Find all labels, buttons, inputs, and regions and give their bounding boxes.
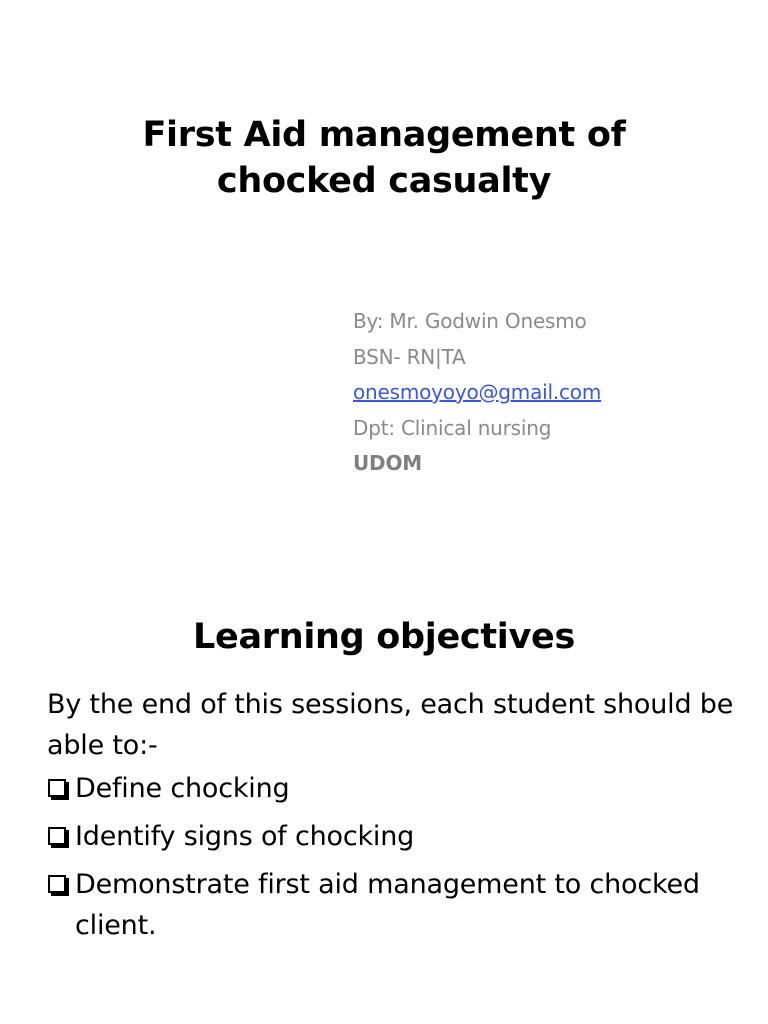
- objectives-title: Learning objectives: [193, 617, 575, 657]
- list-item: [47, 816, 737, 857]
- author-department: Dpt: Clinical nursing: [353, 415, 552, 440]
- objective-label: Demonstrate first aid management to chocked client.: [75, 869, 700, 941]
- objective-label: Identify signs of chocking: [75, 821, 415, 852]
- author-institution: UDOM: [353, 451, 422, 475]
- checkbox-bullet-icon: [48, 875, 66, 893]
- author-credentials: BSN- RN|TA: [353, 344, 466, 369]
- title-line-1: First Aid management of: [142, 115, 626, 155]
- checkbox-bullet-icon: [48, 827, 66, 845]
- list-item: [47, 864, 737, 946]
- author-email-link[interactable]: onesmoyoyo@gmail.com: [353, 380, 602, 404]
- list-item: [47, 768, 737, 809]
- objective-label: Define chocking: [75, 773, 290, 804]
- objectives-intro: By the end of this sessions, each student should be able to:-: [47, 689, 734, 761]
- author-block: [353, 304, 601, 482]
- objectives-slide: [0, 512, 768, 1024]
- presentation-title: [84, 112, 684, 204]
- checkbox-bullet-icon: [48, 779, 66, 797]
- author-name: By: Mr. Godwin Onesmo: [353, 309, 587, 333]
- title-line-2: chocked casualty: [216, 161, 552, 201]
- objectives-list: [47, 768, 737, 946]
- objectives-body: [47, 684, 737, 953]
